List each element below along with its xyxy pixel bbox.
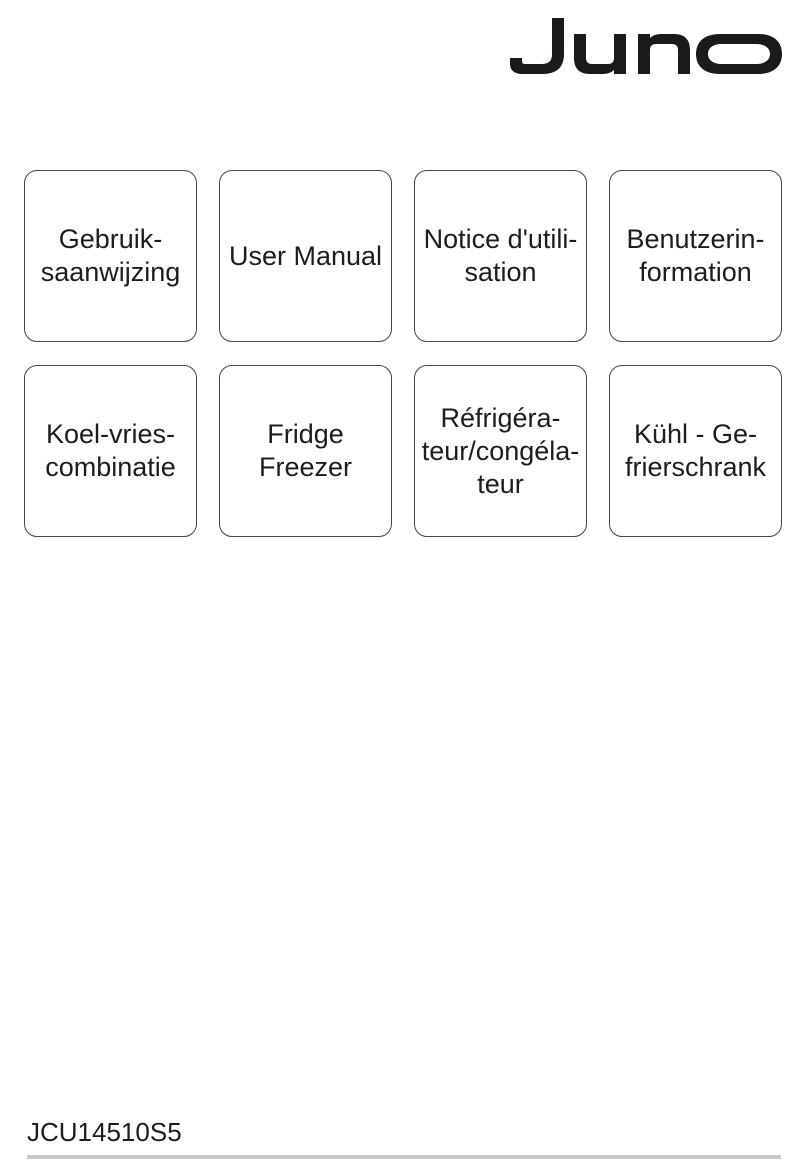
language-box-en-manual: User Manual (219, 170, 392, 342)
language-grid (24, 170, 782, 537)
language-box-nl-product: Koel-vries- combinatie (24, 365, 197, 537)
language-box-en-product: Fridge Freezer (219, 365, 392, 537)
language-box-fr-manual: Notice d'utili- sation (414, 170, 587, 342)
language-box-nl-manual: Gebruik- saanwijzing (24, 170, 197, 342)
language-box-fr-product: Réfrigéra- teur/congéla- teur (414, 365, 587, 537)
model-number: JCU14510S5 (27, 1117, 182, 1147)
brand-name (508, 76, 509, 77)
juno-logo-icon (508, 14, 784, 76)
brand-logo (508, 14, 784, 76)
language-box-de-manual: Benutzerin- formation (609, 170, 782, 342)
language-box-de-product: Kühl - Ge- frierschrank (609, 365, 782, 537)
footer-divider (27, 1155, 781, 1159)
